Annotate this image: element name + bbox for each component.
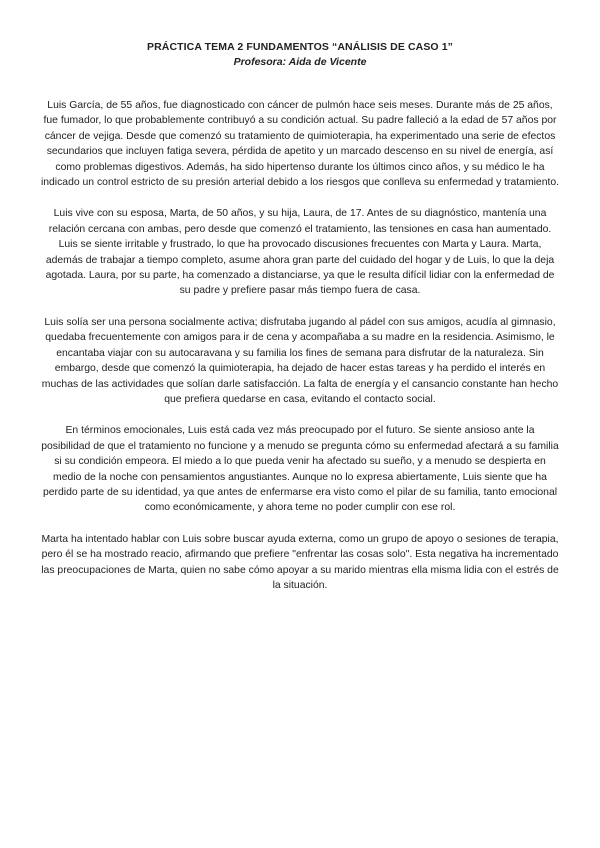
document-subtitle: Profesora: Aida de Vicente xyxy=(233,56,367,68)
document-header xyxy=(0,40,600,69)
paragraph-emotional: En términos emocionales, Luis está cada vez más preocupado por el futuro. Se siente ansioso ante la posibilidad de que el tratamiento no funcione y a menudo se pregunta cómo su enfermedad afectará a su familia si su condición empeora. El miedo a lo que pueda venir ha afectado su sueño, y a menudo se despierta en medio de la noche con pensamientos angustiantes. Aunque no lo expresa abiertamente, Luis siente que ha perdido parte de su identidad, ya que antes de enfermarse era visto como el pilar de su familia, tanto emocional como económicamente, y ahora teme no poder cumplir con ese rol. xyxy=(41,425,559,514)
paragraph-support: Marta ha intentado hablar con Luis sobre buscar ayuda externa, como un grupo de apoyo o sesiones de terapia, pero él se ha mostrado reacio, afirmando que prefiere "enfrentar las cosas solo". Esta negativa ha incrementado las preocupaciones de Marta, quien no sabe cómo apoyar a su marido mientras ella misma lidia con el estrés de la situación. xyxy=(41,533,559,591)
document-body xyxy=(40,98,560,609)
document-title: PRÁCTICA TEMA 2 FUNDAMENTOS “ANÁLISIS DE CASO 1” xyxy=(146,41,453,53)
paragraph-family: Luis vive con su esposa, Marta, de 50 años, y su hija, Laura, de 17. Antes de su diagnóstico, mantenía una relación cercana con ambas, pero desde que comenzó el tratamiento, las tensiones en casa han aumentado. Luis se siente irritable y frustrado, lo que ha provocado discusiones frecuentes con Marta y Laura. Marta, además de trabajar a tiempo completo, asume ahora gran parte del cuidado del hogar y de Luis, lo que la deja agotada. Laura, por su parte, ha comenzado a distanciarse, ya que le resulta difícil lidiar con la enfermedad de su padre y prefiere pasar más tiempo fuera de casa. xyxy=(45,208,555,297)
paragraph-social-life: Luis solía ser una persona socialmente activa; disfrutaba jugando al pádel con sus amigos, acudía al gimnasio, quedaba frecuentemente con amigos para ir de cena y acompañaba a su madre en la residencia. Asimismo, le encantaba viajar con su autocaravana y su familia los fines de semana para disfrutar de la naturaleza. Sin embargo, desde que comenzó la quimioterapia, ha dejado de hacer estas tareas y ha perdido el interés en muchas de las actividades que solían darle satisfacción. La falta de energía y el cansancio constante han hecho que prefiera quedarse en casa, evitando el contacto social. xyxy=(41,316,559,405)
paragraph-diagnosis: Luis García, de 55 años, fue diagnosticado con cáncer de pulmón hace seis meses. Durante más de 25 años, fue fumador, lo que probablemente contribuyó a su condición actual. Su padre falleció a la edad de 57 años por cáncer de vejiga. Desde que comenzó su tratamiento de quimioterapia, ha experimentado una serie de efectos secundarios que incluyen fatiga severa, pérdida de apetito y un marcado descenso en su nivel de energía, así como problemas digestivos. Además, ha sido hipertenso durante los últimos cinco años, y su médico le ha indicado un control estricto de su presión arterial debido a los riesgos que conlleva su enfermedad y tratamiento. xyxy=(40,100,560,189)
